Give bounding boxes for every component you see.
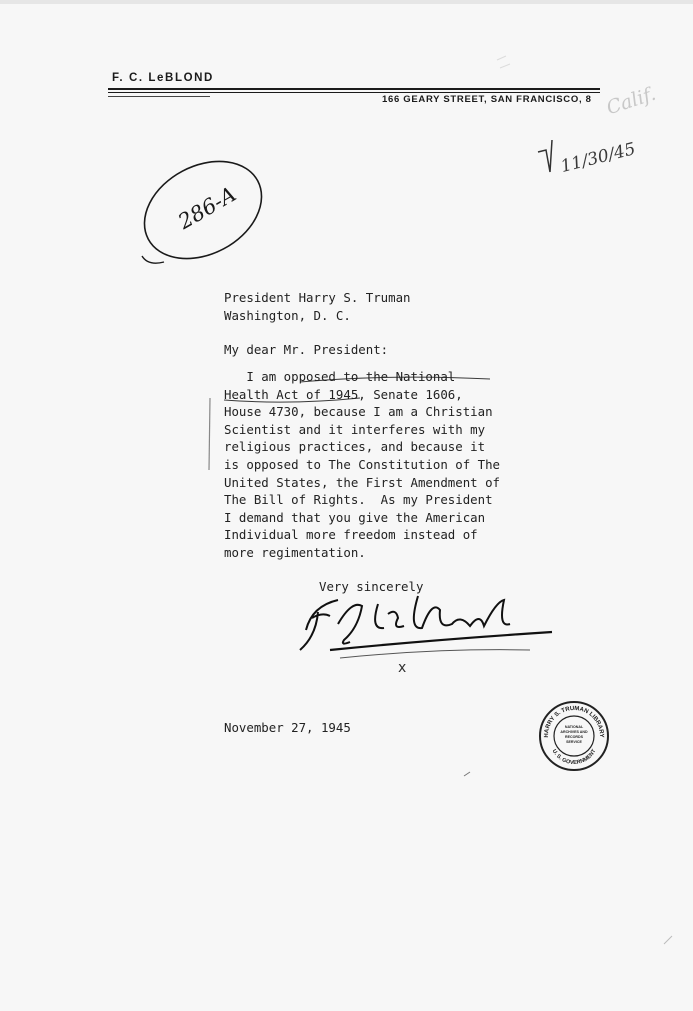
recipient-line: Washington, D. C. xyxy=(224,307,351,323)
body-line: I demand that you give the American xyxy=(224,509,486,525)
handwritten-city: Calif. xyxy=(603,82,659,120)
stamp-center-line: SERVICE xyxy=(566,740,582,744)
stamp-ring-top: HARRY S. TRUMAN LIBRARY xyxy=(543,705,605,738)
signature xyxy=(300,596,552,658)
letterhead-rule-thick xyxy=(108,88,600,90)
closing: Very sincerely xyxy=(319,579,424,594)
file-number: 286-A xyxy=(174,182,241,234)
body-line: religious practices, and because it xyxy=(224,439,486,455)
letterhead-rule-short xyxy=(108,96,210,97)
stray-mark xyxy=(464,772,470,776)
check-mark xyxy=(538,140,552,172)
body-line: United States, the First Amendment of xyxy=(224,474,501,490)
stray-mark xyxy=(664,936,672,944)
body-line: I am opposed to the National xyxy=(224,369,456,384)
handwritten-date: 11/30/45 xyxy=(558,139,638,177)
letterhead-name: F. C. LeBLOND xyxy=(112,72,214,84)
stamp-ring-bottom: U. S. GOVERNMENT xyxy=(550,748,598,767)
letterhead-rule-thin xyxy=(108,92,600,93)
svg-text:U. S. GOVERNMENT xyxy=(551,748,598,766)
body-line: more regimentation. xyxy=(224,544,366,560)
body-line: House 4730, because I am a Christian xyxy=(224,404,493,420)
body-line: Health Act of 1945, Senate 1606, xyxy=(224,386,463,402)
margin-line xyxy=(209,398,210,470)
stamp-center-line: ARCHIVES AND xyxy=(560,730,588,734)
letter-body xyxy=(224,368,500,562)
body-line: is opposed to The Constitution of The xyxy=(224,456,501,472)
oval-tail xyxy=(142,256,164,263)
body-line: The Bill of Rights. As my President xyxy=(224,492,493,508)
recipient-line: President Harry S. Truman xyxy=(224,290,411,305)
page-edge xyxy=(0,0,693,4)
stamp-center-line: RECORDS xyxy=(565,735,583,739)
body-line: Individual more freedom instead of xyxy=(224,527,478,543)
body-line: Scientist and it interferes with my xyxy=(224,421,486,437)
pencil-stroke xyxy=(497,56,510,68)
stamp-center-line: NATIONAL xyxy=(564,725,584,729)
signature-mark: x xyxy=(398,660,407,676)
letterhead-address: 166 GEARY STREET, SAN FRANCISCO, 8 xyxy=(382,94,592,105)
salutation: My dear Mr. President: xyxy=(224,342,389,357)
recipient-address xyxy=(224,289,411,324)
letter-date: November 27, 1945 xyxy=(224,720,351,735)
